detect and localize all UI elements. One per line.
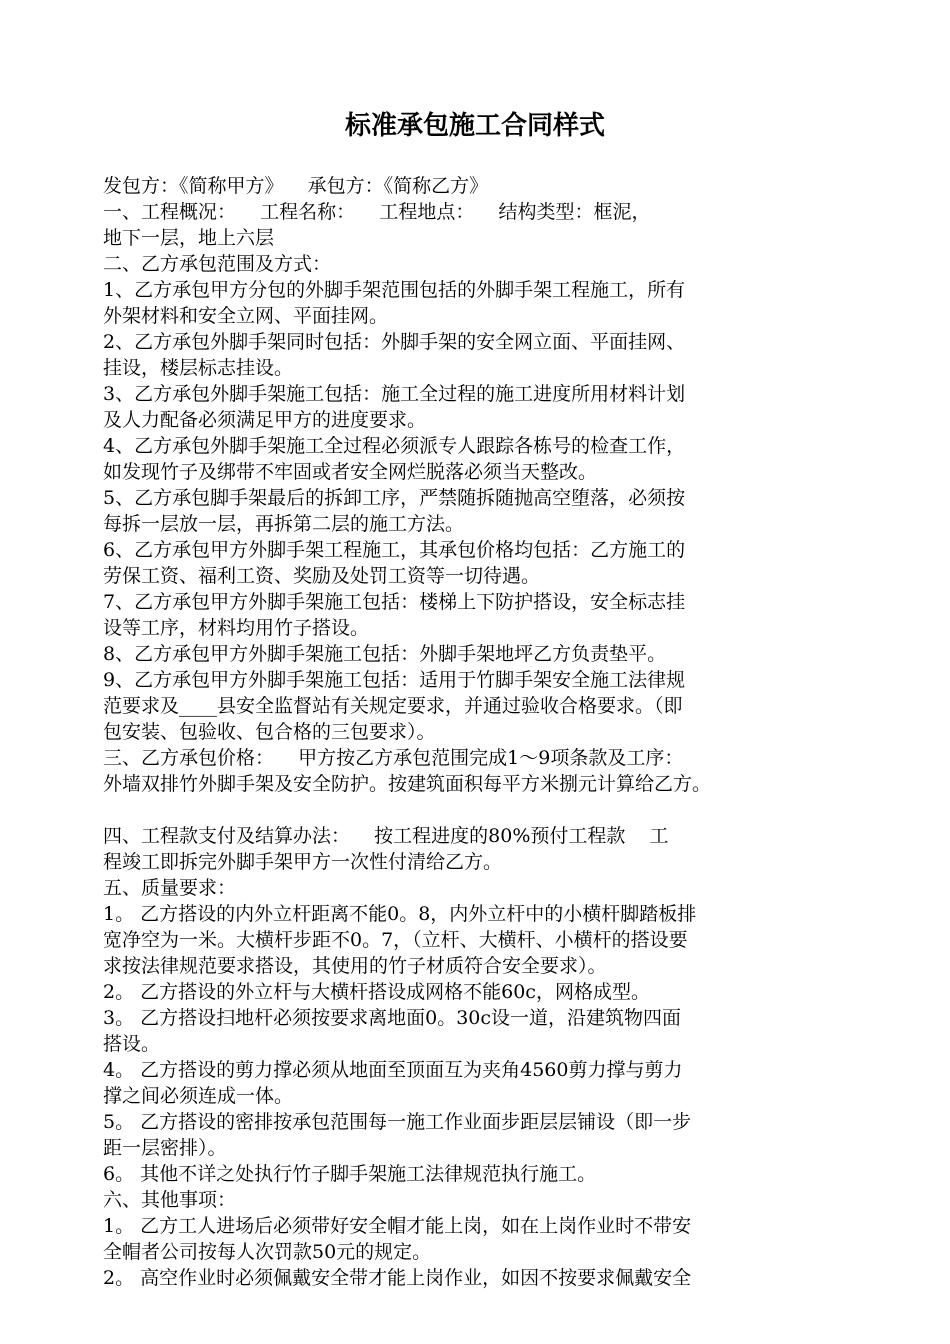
document-body bbox=[103, 173, 863, 1291]
body-text-line: 二、乙方承包范围及方式： bbox=[103, 253, 332, 275]
body-text-line: 挂设，楼层标志挂设。 bbox=[103, 357, 294, 379]
body-text-line: 及人力配备必须满足甲方的进度要求。 bbox=[103, 409, 427, 431]
body-text-line: 6、乙方承包甲方外脚手架工程施工，其承包价格均包括：乙方施工的 bbox=[103, 539, 686, 561]
body-text-line: 8、乙方承包甲方外脚手架施工包括：外脚手架地坪乙方负责垫平。 bbox=[103, 643, 667, 665]
body-text-line: 1。 乙方搭设的内外立杆距离不能0。8，内外立杆中的小横杆脚踏板排 bbox=[103, 903, 697, 925]
body-text-line: 3、乙方承包外脚手架施工包括：施工全过程的施工进度所用材料计划 bbox=[103, 383, 686, 405]
blank-line bbox=[103, 797, 863, 823]
body-text-line: 3。 乙方搭设扫地杆必须按要求离地面0。30c设一道，沿建筑物四面 bbox=[103, 1007, 682, 1029]
body-text-line: 全帽者公司按每人次罚款50元的规定。 bbox=[103, 1241, 432, 1263]
body-text-line: 一、工程概况： 工程名称： 工程地点： 结构类型：框泥， bbox=[103, 201, 651, 223]
body-text-line: 6。 其他不详之处执行竹子脚手架施工法律规范执行施工。 bbox=[103, 1163, 597, 1185]
body-text-line: 2。 高空作业时必须佩戴安全带才能上岗作业，如因不按要求佩戴安全 bbox=[103, 1267, 692, 1289]
body-text-line: 范要求及____县安全监督站有关规定要求，并通过验收合格要求。（即 bbox=[103, 695, 683, 717]
body-text-line: 7、乙方承包甲方外脚手架施工包括：楼梯上下防护搭设，安全标志挂 bbox=[103, 591, 686, 613]
body-text-line: 地下一层，地上六层 bbox=[103, 227, 275, 249]
body-text-line: 5、乙方承包脚手架最后的拆卸工序，严禁随拆随抛高空堕落，必须按 bbox=[103, 487, 686, 509]
body-text-line: 1、乙方承包甲方分包的外脚手架范围包括的外脚手架工程施工，所有 bbox=[103, 279, 686, 301]
body-text-line: 求按法律规范要求搭设，其使用的竹子材质符合安全要求）。 bbox=[103, 955, 607, 977]
body-text-line: 设等工序，材料均用竹子搭设。 bbox=[103, 617, 370, 639]
body-text-line: 4、乙方承包外脚手架施工全过程必须派专人跟踪各栋号的检查工作， bbox=[103, 435, 686, 457]
body-text-line: 5。 乙方搭设的密排按承包范围每一施工作业面步距层层铺设（即一步 bbox=[103, 1111, 692, 1133]
body-text-line: 距一层密排）。 bbox=[103, 1137, 227, 1159]
body-text-line: 2。 乙方搭设的外立杆与大横杆搭设成网格不能60c，网格成型。 bbox=[103, 981, 650, 1003]
body-text-line: 9、乙方承包甲方外脚手架施工包括：适用于竹脚手架安全施工法律规 bbox=[103, 669, 686, 691]
body-text-line: 2、乙方承包外脚手架同时包括：外脚手架的安全网立面、平面挂网、 bbox=[103, 331, 686, 353]
body-text-line: 如发现竹子及绑带不牢固或者安全网烂脱落必须当天整改。 bbox=[103, 461, 598, 483]
body-text-line: 搭设。 bbox=[103, 1033, 161, 1055]
body-text-line: 四、工程款支付及结算办法： 按工程进度的80%预付工程款 工 bbox=[103, 825, 669, 847]
body-text-line: 五、质量要求： bbox=[103, 877, 237, 899]
body-text-line: 劳保工资、福利工资、奖励及处罚工资等一切待遇。 bbox=[103, 565, 541, 587]
body-text-line: 宽净空为一米。大横杆步距不0。7，（立杆、大横杆、小横杆的搭设要 bbox=[103, 929, 688, 951]
body-text-line: 六、其他事项： bbox=[103, 1189, 237, 1211]
body-text-line: 1。 乙方工人进场后必须带好安全帽才能上岗，如在上岗作业时不带安 bbox=[103, 1215, 692, 1237]
body-text-line: 三、乙方承包价格： 甲方按乙方承包范围完成1～9项条款及工序： bbox=[103, 747, 684, 769]
body-text-line: 程竣工即拆完外脚手架甲方一次性付清给乙方。 bbox=[103, 851, 503, 873]
body-text-line: 外墙双排竹外脚手架及安全防护。按建筑面积每平方米捌元计算给乙方。 bbox=[103, 773, 712, 795]
document-title: 标准承包施工合同样式 bbox=[344, 111, 605, 141]
body-text-line: 外架材料和安全立网、平面挂网。 bbox=[103, 305, 389, 327]
body-text-line: 包安装、包验收、包合格的三包要求）。 bbox=[103, 721, 436, 743]
body-text-line: 4。 乙方搭设的剪力撑必须从地面至顶面互为夹角4560剪力撑与剪力 bbox=[103, 1059, 683, 1081]
body-text-line: 每拆一层放一层，再拆第二层的施工方法。 bbox=[103, 513, 465, 535]
body-text-line: 撑之间必须连成一体。 bbox=[103, 1085, 294, 1107]
body-text-line: 发包方：《简称甲方》 承包方：《简称乙方》 bbox=[103, 175, 489, 197]
